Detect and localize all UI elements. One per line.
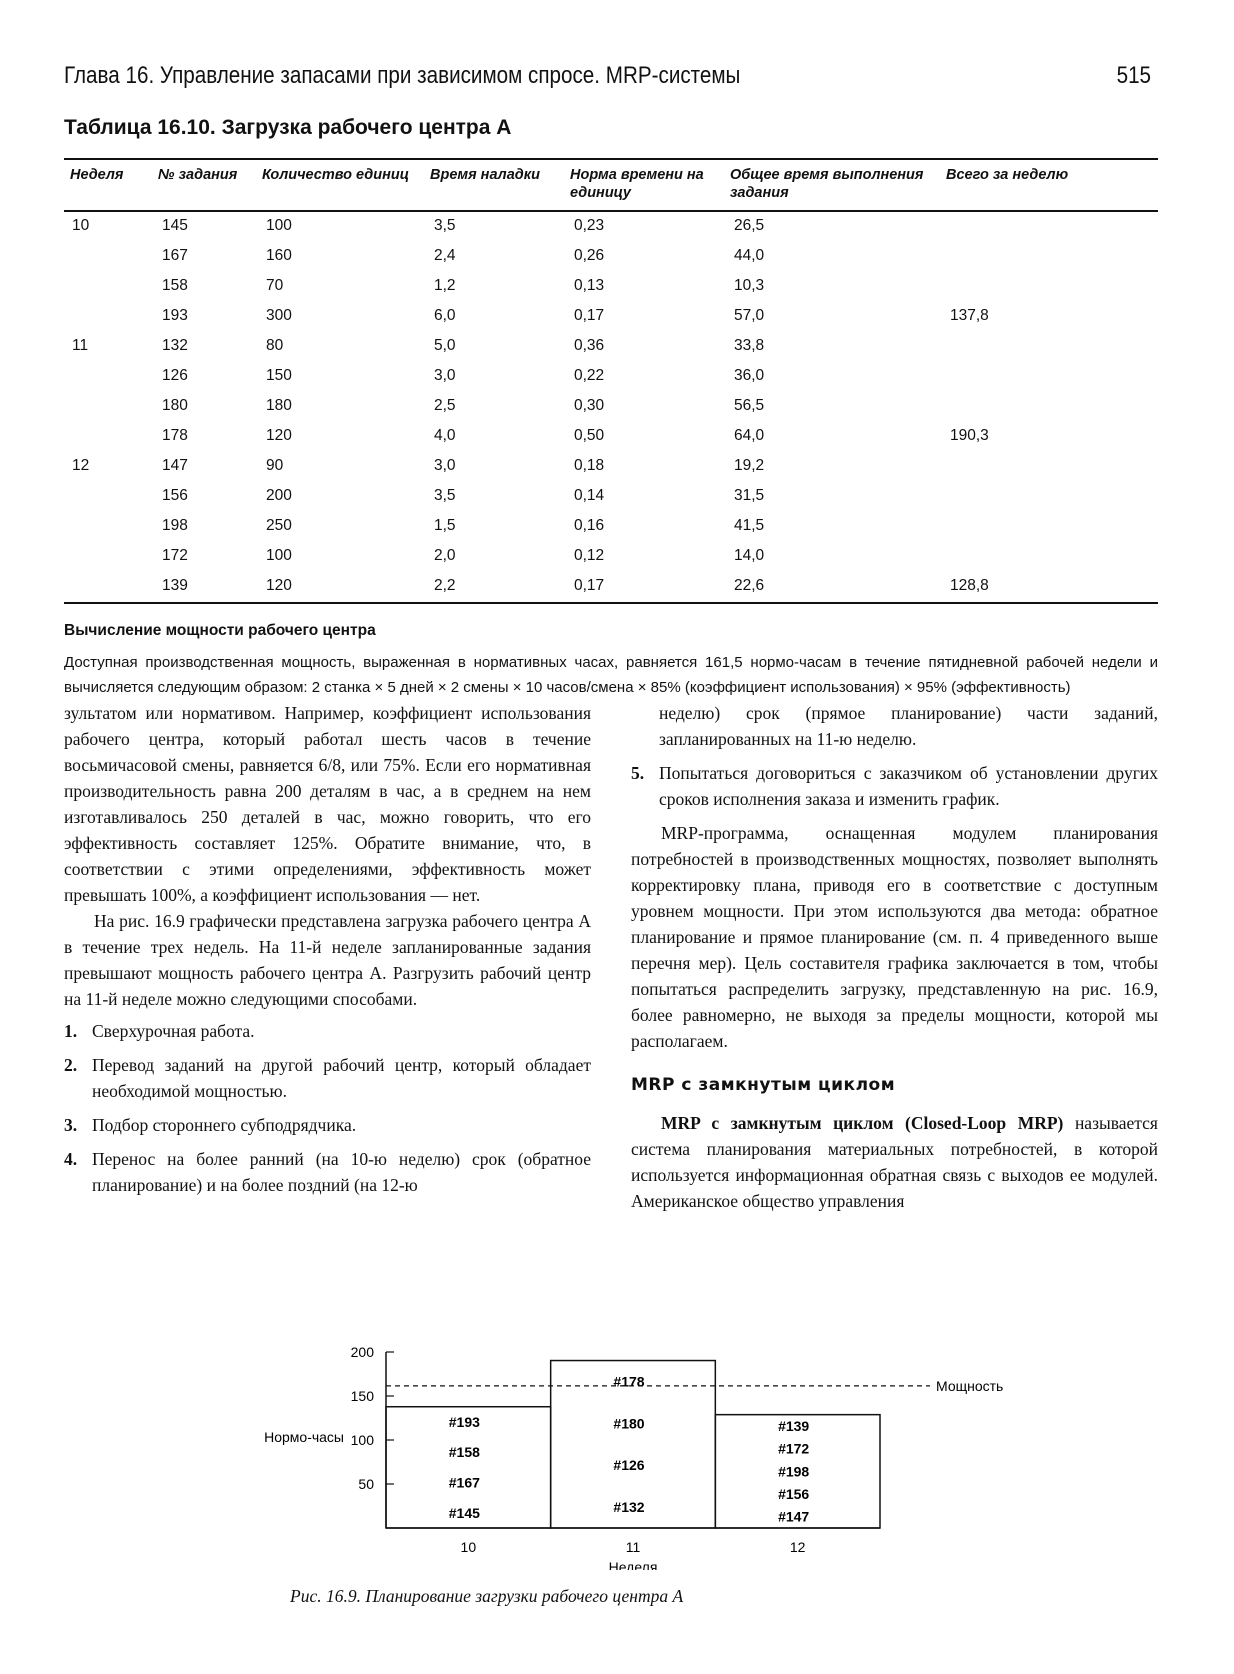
table-cell: 150 [266,367,292,385]
list-number: 3. [64,1115,78,1135]
load-chart-svg [250,1270,1050,1570]
table-row [64,392,1158,422]
capacity-calc-text: Доступная производственная мощность, выраженная в нормативных часах, равняется 161,5 нормо-часам в течение пятидневной рабочей недели и вычисляется следующим образом: 2 станка × 5 дней × 2 смены × 10 часов/смена × 85% (коэффициент использования) × 95% (эффективность) [64,654,1158,696]
table-cell: 0,14 [574,487,605,505]
list-number: 2. [64,1055,78,1075]
running-header [64,62,1152,96]
term-bold: MRP с замкнутым циклом (Closed-Loop MRP) [661,1113,1064,1133]
list-number: 1. [64,1021,78,1041]
job-label: #158 [448,1444,480,1461]
table-cell [64,272,152,302]
table-cell: 0,17 [574,307,605,325]
table-cell: 120 [256,572,424,603]
table-cell: 5,0 [434,337,456,355]
table-cell: 3,5 [434,487,456,505]
list-item [64,1018,591,1044]
table-cell: 2,2 [424,572,564,603]
table-cell: 0,36 [574,337,605,355]
job-label: #126 [613,1457,645,1474]
column-header: Неделя [64,159,152,211]
table-cell [64,392,152,422]
table-row [64,362,1158,392]
table-cell [64,572,152,603]
table-cell: 6,0 [434,307,456,325]
table-row [64,452,1158,482]
table-row [64,482,1158,512]
table-cell: 180 [162,397,188,415]
table-cell: 3,0 [434,367,456,385]
table-cell: 100 [266,547,292,565]
column-header: Время наладки [424,159,564,211]
list-item-continuation: неделю) срок (прямое планирование) части заданий, запланированных на 11-ю неделю. [659,703,1158,749]
workcenter-load-table [64,158,1158,604]
table-cell: 0,13 [574,277,605,295]
table-cell: 250 [266,517,292,535]
table-cell [64,242,152,272]
x-tick-label: 11 [625,1539,641,1555]
table-cell [940,392,1158,422]
table-cell: 172 [162,547,188,565]
table-cell: 26,5 [734,217,765,235]
table-cell: 120 [266,427,292,445]
table-cell: 36,0 [734,367,765,385]
table-cell: 31,5 [734,487,765,505]
column-header: Общее время выполнения задания [724,159,940,211]
table-cell: 167 [162,247,188,265]
table-cell: 190,3 [950,427,989,445]
table-row [64,272,1158,302]
job-label: #180 [613,1415,645,1432]
table-cell: 137,8 [950,307,989,325]
job-label: #139 [778,1417,810,1434]
paragraph: зультатом или нормативом. Например, коэффициент использования рабочего центра, который работал шесть часов в течение восьмичасовой смены, равняется 6/8, или 75%. Если его нормативная производительность равна 200 деталям в час, а в среднем на нем изготавливалось 250 деталей в час, можно говорить, что его эффективность составляет 125%. Обратите внимание, что, в соответствии с этими определениями, эффективность может превышать 100%, а коэффициент использования — нет. [64,703,591,905]
table-cell [940,512,1158,542]
table-cell: 0,26 [574,247,605,265]
y-axis-label: Нормо-часы [264,1429,344,1445]
x-tick-label: 10 [460,1539,477,1555]
table-cell: 200 [266,487,292,505]
page-number: 515 [1116,62,1152,89]
y-tick-label: 100 [350,1432,374,1448]
table-row [64,512,1158,542]
table-cell: 0,17 [564,572,724,603]
capacity-calc-title: Вычисление мощности рабочего центра [64,622,376,639]
list-number: 4. [64,1149,78,1169]
x-tick-label: 12 [789,1539,806,1555]
table-cell: 1,5 [434,517,456,535]
table-cell: 64,0 [734,427,765,445]
table-cell [940,242,1158,272]
job-label: #147 [778,1508,810,1525]
table-row [64,332,1158,362]
table-cell [940,332,1158,362]
list-item [64,1146,591,1198]
job-label: #156 [778,1485,810,1502]
table-cell [64,302,152,332]
list-text: Перевод заданий на другой рабочий центр, который обладает необходимой мощностью. [92,1055,591,1101]
job-label: #172 [778,1440,810,1457]
paragraph [631,1110,1158,1214]
table-cell [940,272,1158,302]
paragraph: На рис. 16.9 графически представлена загрузка рабочего центра A в течение трех недель. На 11-й неделе запланированные задания превышают мощность рабочего центра A. Разгрузить рабочий центр на 11-й неделе можно следующими способами. [64,911,591,1009]
table-cell [940,452,1158,482]
y-tick-label: 200 [350,1344,374,1360]
table-row [64,211,1158,242]
table-cell: 160 [266,247,292,265]
measures-list [64,1018,591,1198]
job-label: #198 [778,1463,810,1480]
job-label: #178 [613,1373,645,1390]
table-cell: 41,5 [734,517,765,535]
column-header: № задания [152,159,256,211]
job-label: #167 [448,1474,480,1491]
paragraph: MRP-программа, оснащенная модулем планирования потребностей в производственных мощностях, позволяет выполнять корректировку плана, приводя его в соответствие с доступным уровнем мощности. При этом используются два метода: обратное планирование и прямое планирование (см. п. 4 приведенного выше перечня мер). Цель составителя графика заключается в том, чтобы попытаться распределить загрузку, представленную на рис. 16.9, более равномерно, не выходя за пределы мощности, которой мы располагаем. [631,823,1158,1051]
column-header: Норма времени на единицу [564,159,724,211]
table-cell: 2,4 [434,247,456,265]
chapter-title: Глава 16. Управление запасами при зависимом спросе. MRP-системы [64,62,741,89]
table-cell: 178 [162,427,188,445]
y-tick-label: 50 [358,1476,374,1492]
table-cell: 11 [72,337,89,355]
table-cell: 10,3 [734,277,765,295]
table-cell: 90 [266,457,284,475]
job-label: #145 [448,1504,480,1521]
capacity-label: Мощность [936,1377,1004,1394]
job-label: #193 [448,1413,480,1430]
table-row [64,542,1158,572]
column-header: Всего за неделю [940,159,1158,211]
table-cell: 0,18 [574,457,605,475]
table-cell [64,542,152,572]
table-cell [940,211,1158,242]
table-cell: 3,0 [434,457,456,475]
table-cell: 2,5 [434,397,456,415]
table-cell [64,362,152,392]
table-cell: 70 [266,277,284,295]
table-cell: 3,5 [434,217,456,235]
table-cell: 300 [266,307,292,325]
table-cell [940,482,1158,512]
table-cell: 0,16 [574,517,605,535]
list-text: Сверхурочная работа. [92,1021,255,1041]
table-row [64,242,1158,272]
column-header: Количество единиц [256,159,424,211]
table-cell: 139 [152,572,256,603]
table-cell: 44,0 [734,247,765,265]
table-cell: 0,22 [574,367,605,385]
table-row [64,422,1158,452]
section-heading: MRP с замкнутым циклом [631,1075,896,1095]
table-cell: 126 [162,367,188,385]
table-cell: 80 [266,337,284,355]
table-cell [64,512,152,542]
table-cell: 4,0 [434,427,456,445]
job-label: #132 [613,1499,645,1516]
table-cell: 57,0 [734,307,765,325]
table-cell: 2,0 [434,547,456,565]
table-cell: 22,6 [724,572,940,603]
paragraph-rest: называется система планирования материальных потребностей, в которой используется информационная обратная связь с выходов ее модулей. Американское общество управления [631,1113,1158,1211]
table-cell: 145 [162,217,188,235]
table-cell: 0,50 [574,427,605,445]
table-cell: 10 [72,217,90,235]
table-cell: 128,8 [940,572,1158,603]
table-cell [64,422,152,452]
x-axis-label: Неделя [608,1559,658,1570]
table-cell: 100 [266,217,292,235]
table-cell: 0,12 [574,547,605,565]
table-caption: Таблица 16.10. Загрузка рабочего центра А [64,116,512,139]
table-cell: 158 [162,277,188,295]
list-text: Подбор стороннего субподрядчика. [92,1115,357,1135]
table-cell: 1,2 [434,277,456,295]
table-row [64,572,1158,603]
table-cell: 12 [72,457,90,475]
table-row [64,302,1158,332]
list-text: Перенос на более ранний (на 10-ю неделю) срок (обратное планирование) и на более поздний (на 12-ю [92,1149,591,1195]
table-cell: 0,30 [574,397,605,415]
list-item: 5. Попытаться договориться с заказчиком об установлении других сроков исполнения заказа и изменить график. [631,763,1158,809]
table-cell: 14,0 [734,547,765,565]
table-cell [64,482,152,512]
table-cell [940,542,1158,572]
table-cell: 0,23 [574,217,605,235]
table-cell: 180 [266,397,292,415]
load-chart [250,1270,1050,1570]
table-cell: 198 [162,517,188,535]
table-cell: 147 [162,457,188,475]
table-cell: 33,8 [734,337,765,355]
table-cell: 156 [162,487,188,505]
table-cell: 56,5 [734,397,765,415]
table-cell [940,362,1158,392]
table-cell: 193 [162,307,188,325]
table-header-row [64,159,1158,211]
right-column [631,700,1158,1214]
left-column [64,700,591,1206]
table-cell: 132 [162,337,188,355]
list-item [64,1112,591,1138]
table-cell: 19,2 [734,457,765,475]
list-item [64,1052,591,1104]
y-tick-label: 150 [350,1388,374,1404]
figure-caption: Рис. 16.9. Планирование загрузки рабочего центра A [290,1586,684,1606]
